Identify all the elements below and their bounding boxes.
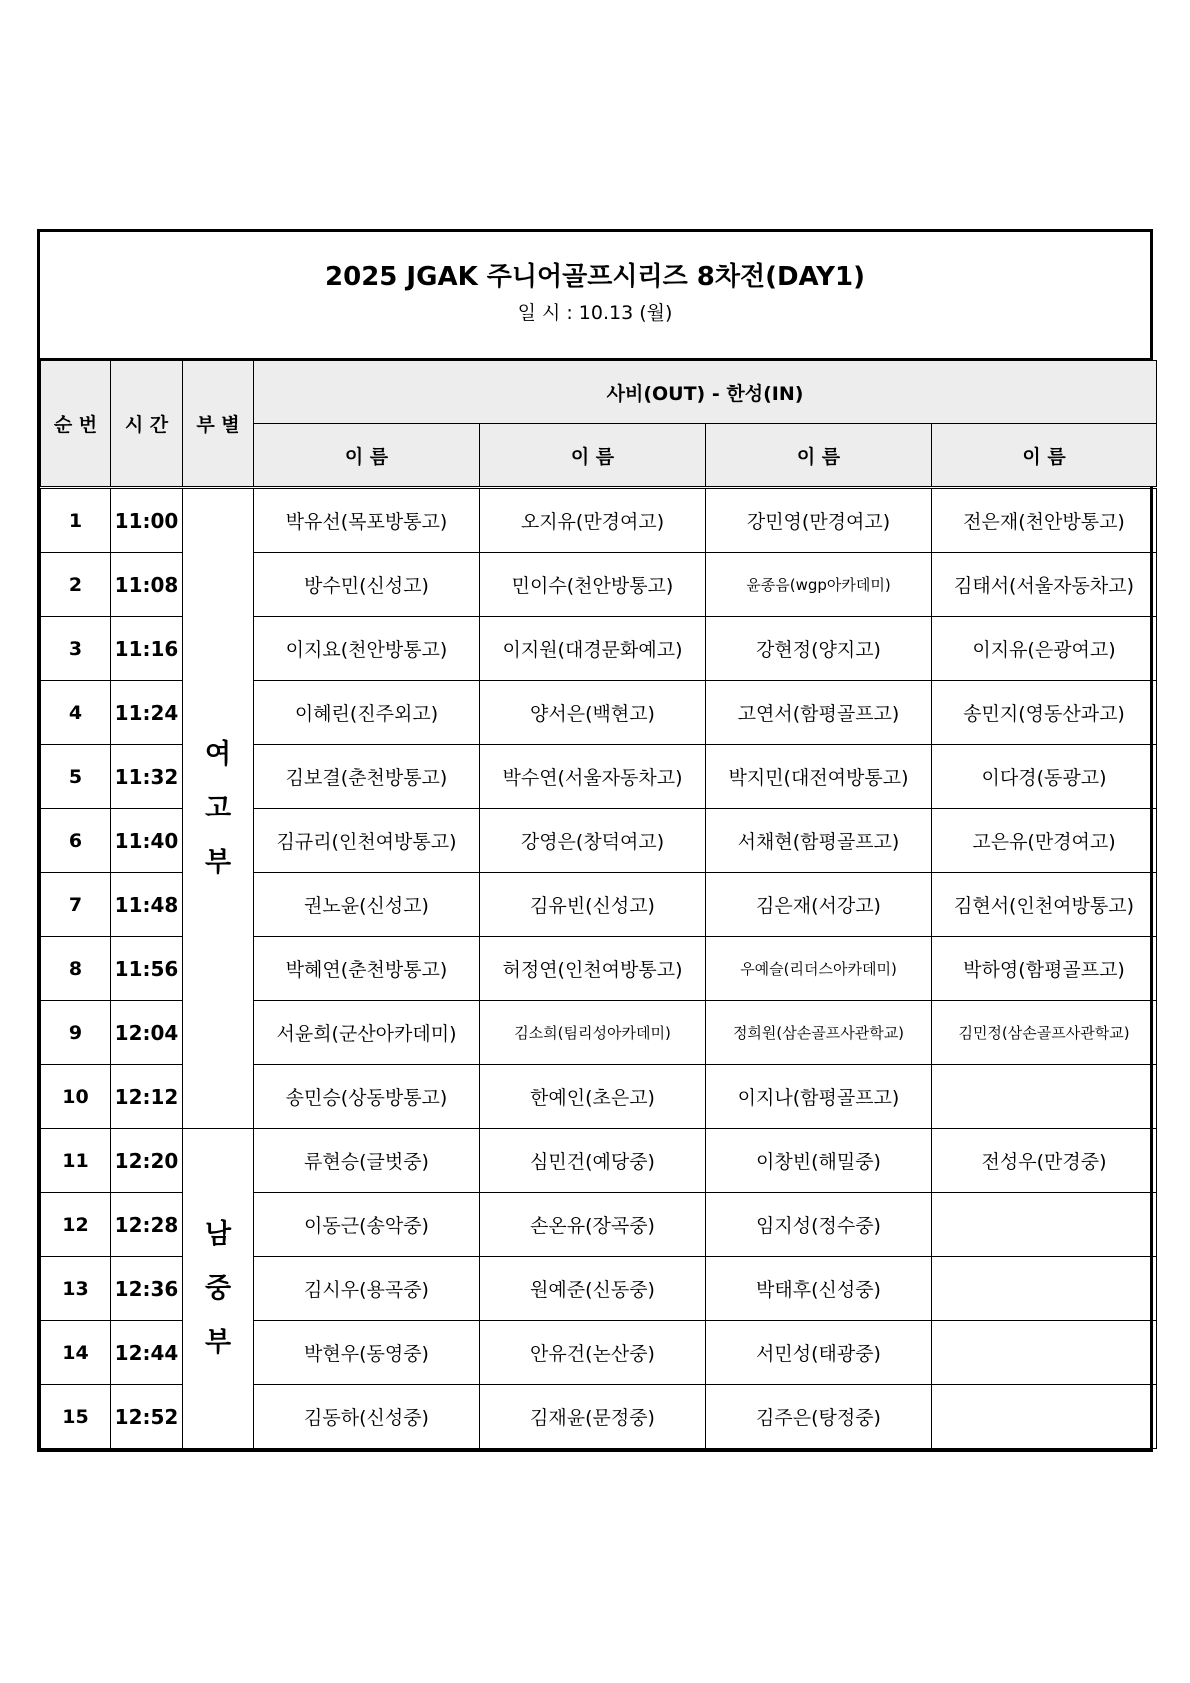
- tee-time-sheet: [37, 229, 1153, 1452]
- row-number: 3: [41, 617, 111, 681]
- title-block: [40, 232, 1150, 360]
- row-number: 10: [41, 1065, 111, 1129]
- row-number: 15: [41, 1385, 111, 1449]
- tee-time: 12:52: [111, 1385, 183, 1449]
- division-char: 고: [204, 792, 232, 824]
- division-char: 부: [204, 1326, 232, 1358]
- division-label: [183, 1129, 254, 1449]
- tee-time: 11:32: [111, 745, 183, 809]
- player-name: 서윤희(군산아카데미): [254, 1001, 480, 1065]
- player-name: 서민성(태광중): [706, 1321, 932, 1385]
- tee-time: 12:44: [111, 1321, 183, 1385]
- tee-time: 12:20: [111, 1129, 183, 1193]
- player-name: 양서은(백현고): [480, 681, 706, 745]
- player-name: [932, 1065, 1157, 1129]
- player-name: 박유선(목포방통고): [254, 488, 480, 553]
- player-name: 안유건(논산중): [480, 1321, 706, 1385]
- player-name: 민이수(천안방통고): [480, 553, 706, 617]
- player-name: 김소희(팀리성아카데미): [480, 1001, 706, 1065]
- player-name: 김유빈(신성고): [480, 873, 706, 937]
- player-name: 이혜린(진주외고): [254, 681, 480, 745]
- player-name: 김주은(탕정중): [706, 1385, 932, 1449]
- player-name: 류현승(글벗중): [254, 1129, 480, 1193]
- player-name: 오지유(만경여고): [480, 488, 706, 553]
- tee-time: 12:28: [111, 1193, 183, 1257]
- player-name: 박하영(함평골프고): [932, 937, 1157, 1001]
- header-name-1: 이 름: [254, 424, 480, 488]
- table-row: [41, 1129, 1157, 1193]
- player-name: 송민지(영동산과고): [932, 681, 1157, 745]
- row-number: 9: [41, 1001, 111, 1065]
- player-name: 허정연(인천여방통고): [480, 937, 706, 1001]
- player-name: 박지민(대전여방통고): [706, 745, 932, 809]
- header-division: 부 별: [183, 361, 254, 488]
- tee-time: 12:12: [111, 1065, 183, 1129]
- player-name: [932, 1385, 1157, 1449]
- player-name: 이동근(송악중): [254, 1193, 480, 1257]
- row-number: 12: [41, 1193, 111, 1257]
- tee-time: 11:40: [111, 809, 183, 873]
- tee-time: 12:04: [111, 1001, 183, 1065]
- division-char: 부: [204, 846, 232, 878]
- player-name: [932, 1193, 1157, 1257]
- header-name-4: 이 름: [932, 424, 1157, 488]
- player-name: 김현서(인천여방통고): [932, 873, 1157, 937]
- player-name: 방수민(신성고): [254, 553, 480, 617]
- tee-time: 12:36: [111, 1257, 183, 1321]
- player-name: 강민영(만경여고): [706, 488, 932, 553]
- player-name: 심민건(예당중): [480, 1129, 706, 1193]
- row-number: 14: [41, 1321, 111, 1385]
- table-body: [41, 488, 1157, 1449]
- header-time: 시 간: [111, 361, 183, 488]
- document-date: 일 시 : 10.13 (월): [517, 302, 673, 324]
- player-name: 박태후(신성중): [706, 1257, 932, 1321]
- player-name: 손온유(장곡중): [480, 1193, 706, 1257]
- player-name: 서채현(함평골프고): [706, 809, 932, 873]
- player-name: 이지유(은광여고): [932, 617, 1157, 681]
- row-number: 8: [41, 937, 111, 1001]
- player-name: 김동하(신성중): [254, 1385, 480, 1449]
- player-name: 김보결(춘천방통고): [254, 745, 480, 809]
- player-name: 김시우(용곡중): [254, 1257, 480, 1321]
- table-row: [41, 488, 1157, 553]
- tee-time-table: [40, 360, 1157, 1449]
- header-name-3: 이 름: [706, 424, 932, 488]
- division-label: [183, 488, 254, 1129]
- player-name: [932, 1257, 1157, 1321]
- player-name: 우예슬(리더스아카데미): [706, 937, 932, 1001]
- player-name: 고은유(만경여고): [932, 809, 1157, 873]
- player-name: 권노윤(신성고): [254, 873, 480, 937]
- player-name: 고연서(함평골프고): [706, 681, 932, 745]
- row-number: 5: [41, 745, 111, 809]
- header-order: 순 번: [41, 361, 111, 488]
- document-title: 2025 JGAK 주니어골프시리즈 8차전(DAY1): [325, 262, 865, 292]
- player-name: 박혜연(춘천방통고): [254, 937, 480, 1001]
- player-name: 김민정(삼손골프사관학교): [932, 1001, 1157, 1065]
- row-number: 4: [41, 681, 111, 745]
- tee-time: 11:00: [111, 488, 183, 553]
- player-name: 한예인(초은고): [480, 1065, 706, 1129]
- row-number: 6: [41, 809, 111, 873]
- player-name: 박수연(서울자동차고): [480, 745, 706, 809]
- division-char: 여: [204, 738, 232, 770]
- player-name: 송민승(상동방통고): [254, 1065, 480, 1129]
- row-number: 11: [41, 1129, 111, 1193]
- player-name: 박현우(동영중): [254, 1321, 480, 1385]
- tee-time: 11:16: [111, 617, 183, 681]
- row-number: 7: [41, 873, 111, 937]
- tee-time: 11:56: [111, 937, 183, 1001]
- player-name: 이지원(대경문화예고): [480, 617, 706, 681]
- player-name: 임지성(정수중): [706, 1193, 932, 1257]
- player-name: 원예준(신동중): [480, 1257, 706, 1321]
- player-name: 정희원(삼손골프사관학교): [706, 1001, 932, 1065]
- player-name: 전은재(천안방통고): [932, 488, 1157, 553]
- row-number: 2: [41, 553, 111, 617]
- player-name: 김태서(서울자동차고): [932, 553, 1157, 617]
- row-number: 1: [41, 488, 111, 553]
- player-name: 김규리(인천여방통고): [254, 809, 480, 873]
- tee-time: 11:08: [111, 553, 183, 617]
- player-name: 김재윤(문정중): [480, 1385, 706, 1449]
- player-name: 강현정(양지고): [706, 617, 932, 681]
- division-char: 중: [204, 1272, 232, 1304]
- player-name: 이창빈(해밀중): [706, 1129, 932, 1193]
- player-name: 이지요(천안방통고): [254, 617, 480, 681]
- header-course: 사비(OUT) - 한성(IN): [254, 361, 1157, 424]
- player-name: [932, 1321, 1157, 1385]
- division-char: 남: [204, 1218, 232, 1250]
- tee-time: 11:48: [111, 873, 183, 937]
- player-name: 이다경(동광고): [932, 745, 1157, 809]
- header-name-2: 이 름: [480, 424, 706, 488]
- player-name: 이지나(함평골프고): [706, 1065, 932, 1129]
- player-name: 김은재(서강고): [706, 873, 932, 937]
- player-name: 전성우(만경중): [932, 1129, 1157, 1193]
- row-number: 13: [41, 1257, 111, 1321]
- player-name: 강영은(창덕여고): [480, 809, 706, 873]
- tee-time: 11:24: [111, 681, 183, 745]
- player-name: 윤종음(wgp아카데미): [706, 553, 932, 617]
